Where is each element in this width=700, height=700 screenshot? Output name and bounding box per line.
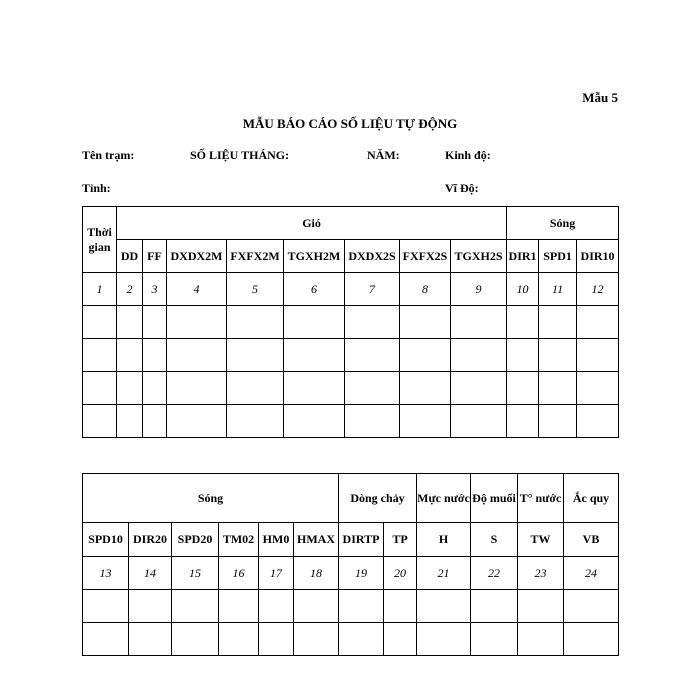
column-number-row [83,557,619,590]
province-label: Tỉnh: [82,181,111,195]
table-cell[interactable] [417,590,471,623]
table-cell[interactable] [507,405,539,438]
table-cell[interactable] [384,623,417,656]
column-header: SPD10 [83,523,129,557]
table-cell[interactable] [259,590,294,623]
column-number: 3 [143,273,167,306]
table-cell[interactable] [143,339,167,372]
column-header: FXFX2M [227,240,284,273]
table-cell[interactable] [577,405,619,438]
column-number-row [83,273,619,306]
table-row [83,372,619,405]
column-header: TM02 [219,523,259,557]
latitude-label: Vĩ Độ: [445,181,479,195]
table-cell[interactable] [451,306,507,339]
table-cell[interactable] [129,623,172,656]
column-number: 17 [259,557,294,590]
column-number: 13 [83,557,129,590]
column-number: 7 [345,273,400,306]
table-cell[interactable] [83,339,117,372]
table-cell[interactable] [400,405,451,438]
header-group-water-temp: T° nước [518,474,564,523]
column-number: 24 [564,557,619,590]
table-cell[interactable] [284,405,345,438]
station-name-label: Tên trạm: [82,148,135,162]
table-cell[interactable] [564,590,619,623]
table-cell[interactable] [507,372,539,405]
column-header: DIR1 [507,240,539,273]
table-cell[interactable] [400,339,451,372]
column-header: DIR20 [129,523,172,557]
column-header: DIR10 [577,240,619,273]
table-cell[interactable] [518,590,564,623]
table-cell[interactable] [83,623,129,656]
table-cell[interactable] [167,405,227,438]
column-number: 6 [284,273,345,306]
header-group-current: Dòng chảy [339,474,417,523]
table-row [83,590,619,623]
table-cell[interactable] [219,590,259,623]
column-number: 22 [471,557,518,590]
column-number: 20 [384,557,417,590]
table-cell[interactable] [400,372,451,405]
table-cell[interactable] [143,405,167,438]
table-cell[interactable] [143,372,167,405]
column-number: 15 [172,557,219,590]
table-cell[interactable] [507,339,539,372]
column-header: TW [518,523,564,557]
table-cell[interactable] [417,623,471,656]
header-group-wave: Sóng [83,474,339,523]
table-cell[interactable] [227,372,284,405]
table-row [83,306,619,339]
table-cell[interactable] [400,306,451,339]
table-cell[interactable] [117,306,143,339]
column-number: 1 [83,273,117,306]
table-cell[interactable] [117,372,143,405]
table-cell[interactable] [227,339,284,372]
column-number: 10 [507,273,539,306]
column-header: HMAX [294,523,339,557]
table-cell[interactable] [227,405,284,438]
table-cell[interactable] [284,372,345,405]
data-table-2 [82,473,619,656]
header-group-salinity: Độ muối [471,474,518,523]
data-table-1 [82,206,619,438]
header-group-water-level: Mực nước [417,474,471,523]
table-cell[interactable] [345,339,400,372]
table-cell[interactable] [294,623,339,656]
table-cell[interactable] [227,306,284,339]
table-cell[interactable] [577,372,619,405]
table-cell[interactable] [117,405,143,438]
table-cell[interactable] [294,590,339,623]
table-cell[interactable] [539,372,577,405]
table-cell[interactable] [83,306,117,339]
table-cell[interactable] [284,339,345,372]
header-group-wind: Gió [117,207,507,240]
column-number: 2 [117,273,143,306]
table-cell[interactable] [219,623,259,656]
column-header: S [471,523,518,557]
column-header: DIRTP [339,523,384,557]
table-cell[interactable] [539,306,577,339]
column-number: 16 [219,557,259,590]
column-number: 19 [339,557,384,590]
column-number: 11 [539,273,577,306]
table-cell[interactable] [83,372,117,405]
column-number: 23 [518,557,564,590]
column-header: DD [117,240,143,273]
table-cell[interactable] [451,405,507,438]
table-cell[interactable] [451,339,507,372]
table-cell[interactable] [345,306,400,339]
table-cell[interactable] [339,590,384,623]
column-number: 4 [167,273,227,306]
longitude-label: Kinh độ: [445,148,491,162]
column-header: TGXH2M [284,240,345,273]
table-cell[interactable] [167,372,227,405]
column-header: VB [564,523,619,557]
table-cell[interactable] [539,339,577,372]
table-cell[interactable] [345,372,400,405]
table-cell[interactable] [83,405,117,438]
table-cell[interactable] [451,372,507,405]
column-header: SPD20 [172,523,219,557]
column-header: DXDX2S [345,240,400,273]
table-row [83,339,619,372]
table-cell[interactable] [117,339,143,372]
table-cell[interactable] [471,590,518,623]
table-cell[interactable] [172,590,219,623]
table-cell[interactable] [577,339,619,372]
column-number: 12 [577,273,619,306]
table-cell[interactable] [284,306,345,339]
column-header: HM0 [259,523,294,557]
header-time: Thời gian [83,207,117,273]
table-cell[interactable] [129,590,172,623]
column-header: H [417,523,471,557]
table-cell[interactable] [167,306,227,339]
column-number: 5 [227,273,284,306]
year-label: NĂM: [367,148,400,162]
table-cell[interactable] [143,306,167,339]
month-label: SỐ LIỆU THÁNG: [190,148,290,162]
report-title: MẪU BÁO CÁO SỐ LIỆU TỰ ĐỘNG [242,116,458,131]
column-header: SPD1 [539,240,577,273]
column-number: 8 [400,273,451,306]
form-label: Mẫu 5 [582,90,618,105]
column-header: FF [143,240,167,273]
table-cell[interactable] [259,623,294,656]
column-number: 18 [294,557,339,590]
column-header: DXDX2M [167,240,227,273]
table-cell[interactable] [339,623,384,656]
header-group-battery: Ắc quy [564,474,619,523]
table-cell[interactable] [83,590,129,623]
table-cell[interactable] [167,339,227,372]
table-cell[interactable] [471,623,518,656]
table-cell[interactable] [539,405,577,438]
table-cell[interactable] [564,623,619,656]
table-cell[interactable] [507,306,539,339]
table-row [83,623,619,656]
column-header: TP [384,523,417,557]
table-row [83,405,619,438]
table-cell[interactable] [172,623,219,656]
header-group-wave: Sóng [507,207,619,240]
table-cell[interactable] [384,590,417,623]
column-header: FXFX2S [400,240,451,273]
column-number: 14 [129,557,172,590]
table-cell[interactable] [577,306,619,339]
column-number: 21 [417,557,471,590]
column-number: 9 [451,273,507,306]
table-cell[interactable] [345,405,400,438]
table-cell[interactable] [518,623,564,656]
column-header: TGXH2S [451,240,507,273]
